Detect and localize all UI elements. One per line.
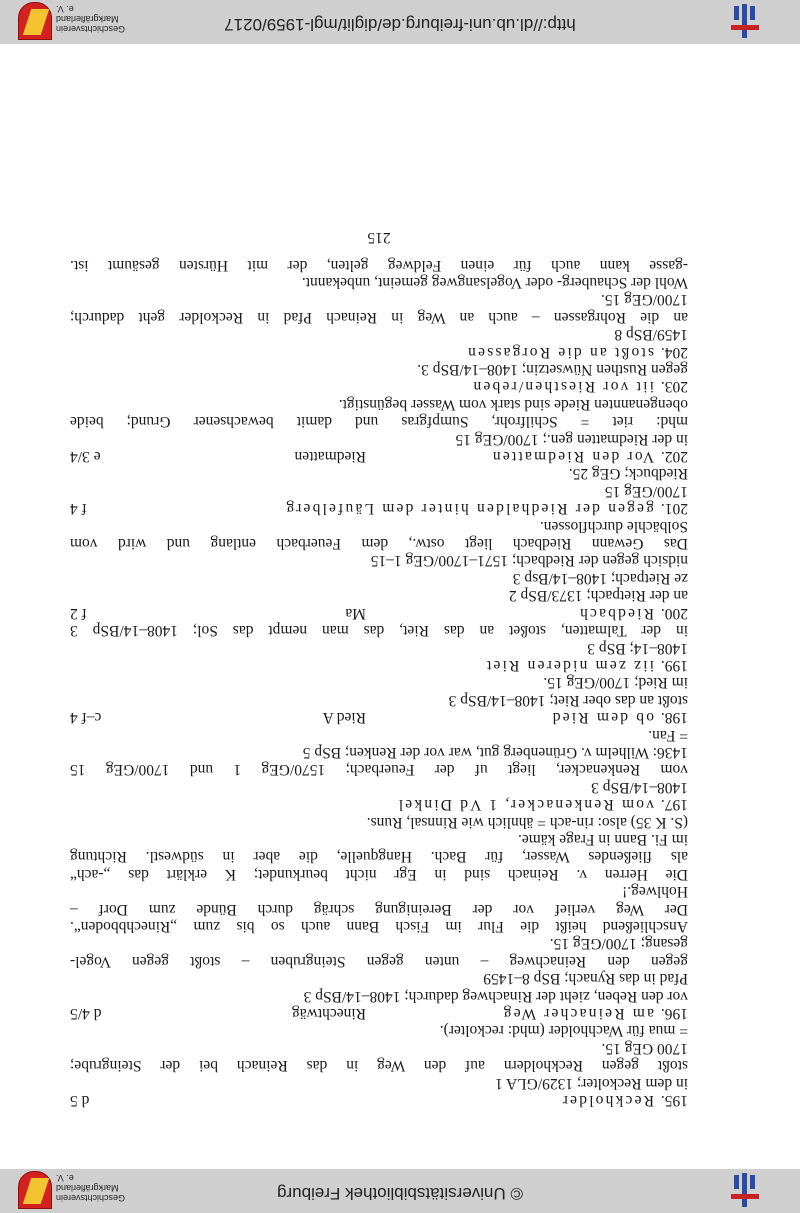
entry-map-coordinate: f 2 — [70, 604, 87, 622]
entry-text-line: vor den Reben, zieht der Rinachweg dadurch; 1408–14/BSp 3 — [303, 987, 688, 1005]
entry-headword: gegen der Riedhalden hinter dem Läufelberg — [284, 500, 654, 518]
entry-headword: vom Renkenacker, 1 Vd Dinkel — [396, 796, 654, 814]
entry-number: 197. — [660, 796, 688, 814]
entry-headword: Vor den Riedmatten — [490, 448, 654, 466]
entry-text-line: obengenannten Riede sind stark vom Wasser begünstigt. — [338, 395, 688, 413]
entry-text-line: im Ried; 1700/GEg 15. — [543, 674, 688, 692]
entry-text-line: gesang; 1700/GEg 15. — [549, 935, 688, 953]
gv-logo-line1: Geschichtsverein — [56, 1193, 126, 1203]
coat-of-arms-icon — [18, 1171, 52, 1209]
entry-modern-name: Riedmatten — [294, 448, 366, 466]
entry-text-line: Der Weg verlief vor der Bereinigung schräg durch Bünde zum Dorf – — [70, 900, 688, 918]
entry-text-line: als fließendes Wasser, für Bach. Hangquelle, die aber in südwestl. Richtung — [70, 848, 688, 866]
glossary-entry — [70, 256, 688, 360]
entry-map-coordinate: e 3/4 — [70, 448, 101, 466]
entry-text-line: an die Rohrgassen – auch an Weg in Reinach Pfad in Reckolder geht dadurch; — [70, 308, 688, 326]
entry-text-line: vom Renkenacker, liegt uf der Feuerbach; 1570/GEg 1 und 1700/GEg 15 — [70, 761, 688, 779]
entry-text-line: Anschließend heißt die Flur im Fisch Bann auch so bis zum „Rinechbboden“. — [70, 917, 688, 935]
entry-heading — [70, 343, 688, 360]
entry-text-line: 1700/GEg 15 — [604, 482, 688, 500]
glossary-entry — [70, 517, 688, 621]
entry-number: 198. — [660, 709, 688, 727]
glossary-entry — [70, 1022, 688, 1109]
glossary-entry — [70, 726, 688, 813]
entry-text-line: stoßt an das ober Riet; 1408–14/BSp 3 — [448, 691, 688, 709]
entry-modern-name: Rinechtwäg — [291, 1004, 366, 1022]
top-bar — [0, 1169, 800, 1213]
entry-number: 202. — [660, 448, 688, 466]
entry-headword: iiz zem nideren Riet — [484, 656, 654, 674]
glossary-entry — [70, 395, 688, 465]
entry-headword: Reckholder — [560, 1092, 654, 1109]
entry-heading — [70, 378, 688, 395]
entry-number: 199. — [660, 656, 688, 674]
entry-headword: iit vor Riesthen/reben — [471, 378, 654, 396]
coat-of-arms-icon — [18, 2, 52, 40]
entry-heading — [70, 709, 688, 726]
entry-text-line: Das Gewann Riedbach liegt ostw., dem Feuerbach entlang und wird vom — [70, 535, 688, 553]
bottom-bar — [0, 0, 800, 44]
entry-heading — [70, 604, 688, 621]
glossary-entry — [70, 674, 688, 726]
entry-text-line: Hohlweg.! — [622, 883, 688, 901]
entry-modern-name: Ma — [345, 604, 366, 622]
entry-modern-name: Ried A — [322, 709, 366, 727]
entry-headword: am Reinacher Weg — [501, 1004, 654, 1022]
glossary-entry — [70, 361, 688, 396]
entry-number: 200. — [660, 604, 688, 622]
entry-text-line: 1436: Wilhelm v. Grünenberg gut, war vor der Renken; BSp 5 — [302, 743, 688, 761]
entry-map-coordinate: d 4/5 — [70, 1004, 102, 1022]
page-number: 215 — [367, 229, 391, 247]
entry-text-line: = Fan. — [648, 726, 688, 744]
glossary-entry — [70, 622, 688, 674]
entry-text-line: mhd: riet = Schilfrohr, Sumpfgras und damit bewachsener Grund; beide — [70, 413, 688, 431]
entry-text-line: 1700/GEg 15. — [601, 291, 688, 309]
geschichtsverein-logo — [18, 2, 126, 42]
entry-text-line: 1459/BSp 8 — [614, 326, 688, 344]
entry-text-line: stoßt gegen Reckholdern auf den Weg in das Reinach bei der Steingrube; — [70, 1057, 688, 1075]
gv-logo-line1: Geschichtsverein — [56, 24, 126, 34]
entry-map-coordinate: f 4 — [70, 500, 87, 518]
entry-heading — [70, 1005, 688, 1022]
entry-text-line: an der Rietpach; 1373/BSp 2 — [508, 587, 688, 605]
entry-text-line: nidsich gegen der Riedbach; 1571–1700/GEg 1–15 — [370, 552, 688, 570]
entry-heading — [70, 448, 688, 465]
entry-text-line: = mua für Wachholder (mhd: reckolter). — [439, 1022, 688, 1040]
gv-logo-line2: Markgräflerland e. V. — [56, 1173, 119, 1193]
entry-text-line: Solbächle durchflossen. — [539, 517, 688, 535]
entry-text-line: Riedbuck; GEg 25. — [568, 465, 688, 483]
entry-text-line: (S. K 35) also: rin-ach = ähnlich wie Rinnsal, Runs. — [366, 813, 688, 831]
entry-map-coordinate: c–f 4 — [70, 709, 102, 727]
entry-text-line: Pfad in das Rynach; BSp 8–1459 — [483, 970, 688, 988]
entry-number: 203. — [660, 378, 688, 396]
entry-text-line: 1700 GEg 15. — [601, 1039, 688, 1057]
entry-text-line: 1408–14/BSp 3 — [591, 778, 688, 796]
entry-headword: ob dem Ried — [550, 709, 654, 727]
entry-text-line: Wohl der Schauberg- oder Vogelsangweg gemeint, unbekannt. — [301, 274, 688, 292]
entry-heading — [70, 796, 688, 813]
entry-text-line: Die Herren v. Reinach sind in Egr nicht beurkundet; K erklärt das „-ach“ — [70, 865, 688, 883]
gv-logo-line2: Markgräflerland e. V. — [56, 4, 119, 24]
glossary-entry — [70, 813, 688, 1022]
entry-text-line: gegen Rusthen Nüwsetzin; 1408–14/BSp 3. — [417, 361, 688, 379]
copyright-caption: © Universitätsbibliothek Freiburg — [277, 1184, 523, 1203]
entry-headword: stoßt an die Rorgassen — [465, 343, 654, 361]
entry-text-line: in dem Reckolter; 1329/GLA 1 — [495, 1074, 688, 1092]
entry-text-line: in der Riedmatten gen.; 1700/GEg 15 — [455, 430, 688, 448]
document-body — [70, 229, 688, 1109]
permalink-caption[interactable]: http://dl.ub.uni-freiburg.de/diglit/mgl-1959/0217 — [224, 15, 576, 34]
entry-number: 204. — [660, 343, 688, 361]
entry-text-line: im Fi. Bann in Frage käme. — [517, 830, 688, 848]
entry-number: 195. — [660, 1092, 688, 1109]
entry-map-coordinate: d 5 — [70, 1092, 90, 1109]
glossary-entry — [70, 465, 688, 517]
entry-heading — [70, 1092, 688, 1109]
entry-heading — [70, 657, 688, 674]
entry-headword: Riedbach — [577, 604, 654, 622]
entry-text-line: -gasse kann auch für einen Feldweg gelten, der mit Hürsten gesäumt ist. — [70, 256, 688, 274]
entry-heading — [70, 500, 688, 517]
entry-number: 201. — [660, 500, 688, 518]
entry-text-line: 1408–14; BSp 3 — [587, 639, 688, 657]
entry-number: 196. — [660, 1004, 688, 1022]
geschichtsverein-logo — [18, 1171, 126, 1211]
entry-text-line: in der Talmatten, stoßet an das Riet, das man nempt das Sol; 1408–14/BSp 3 — [70, 622, 688, 640]
entry-text-line: ze Rietpach; 1408–14/Bsp 3 — [512, 569, 688, 587]
entry-text-line: gegen den Reinachweg – unten gegen Steingruben – stoßt gegen Vogel- — [70, 952, 688, 970]
